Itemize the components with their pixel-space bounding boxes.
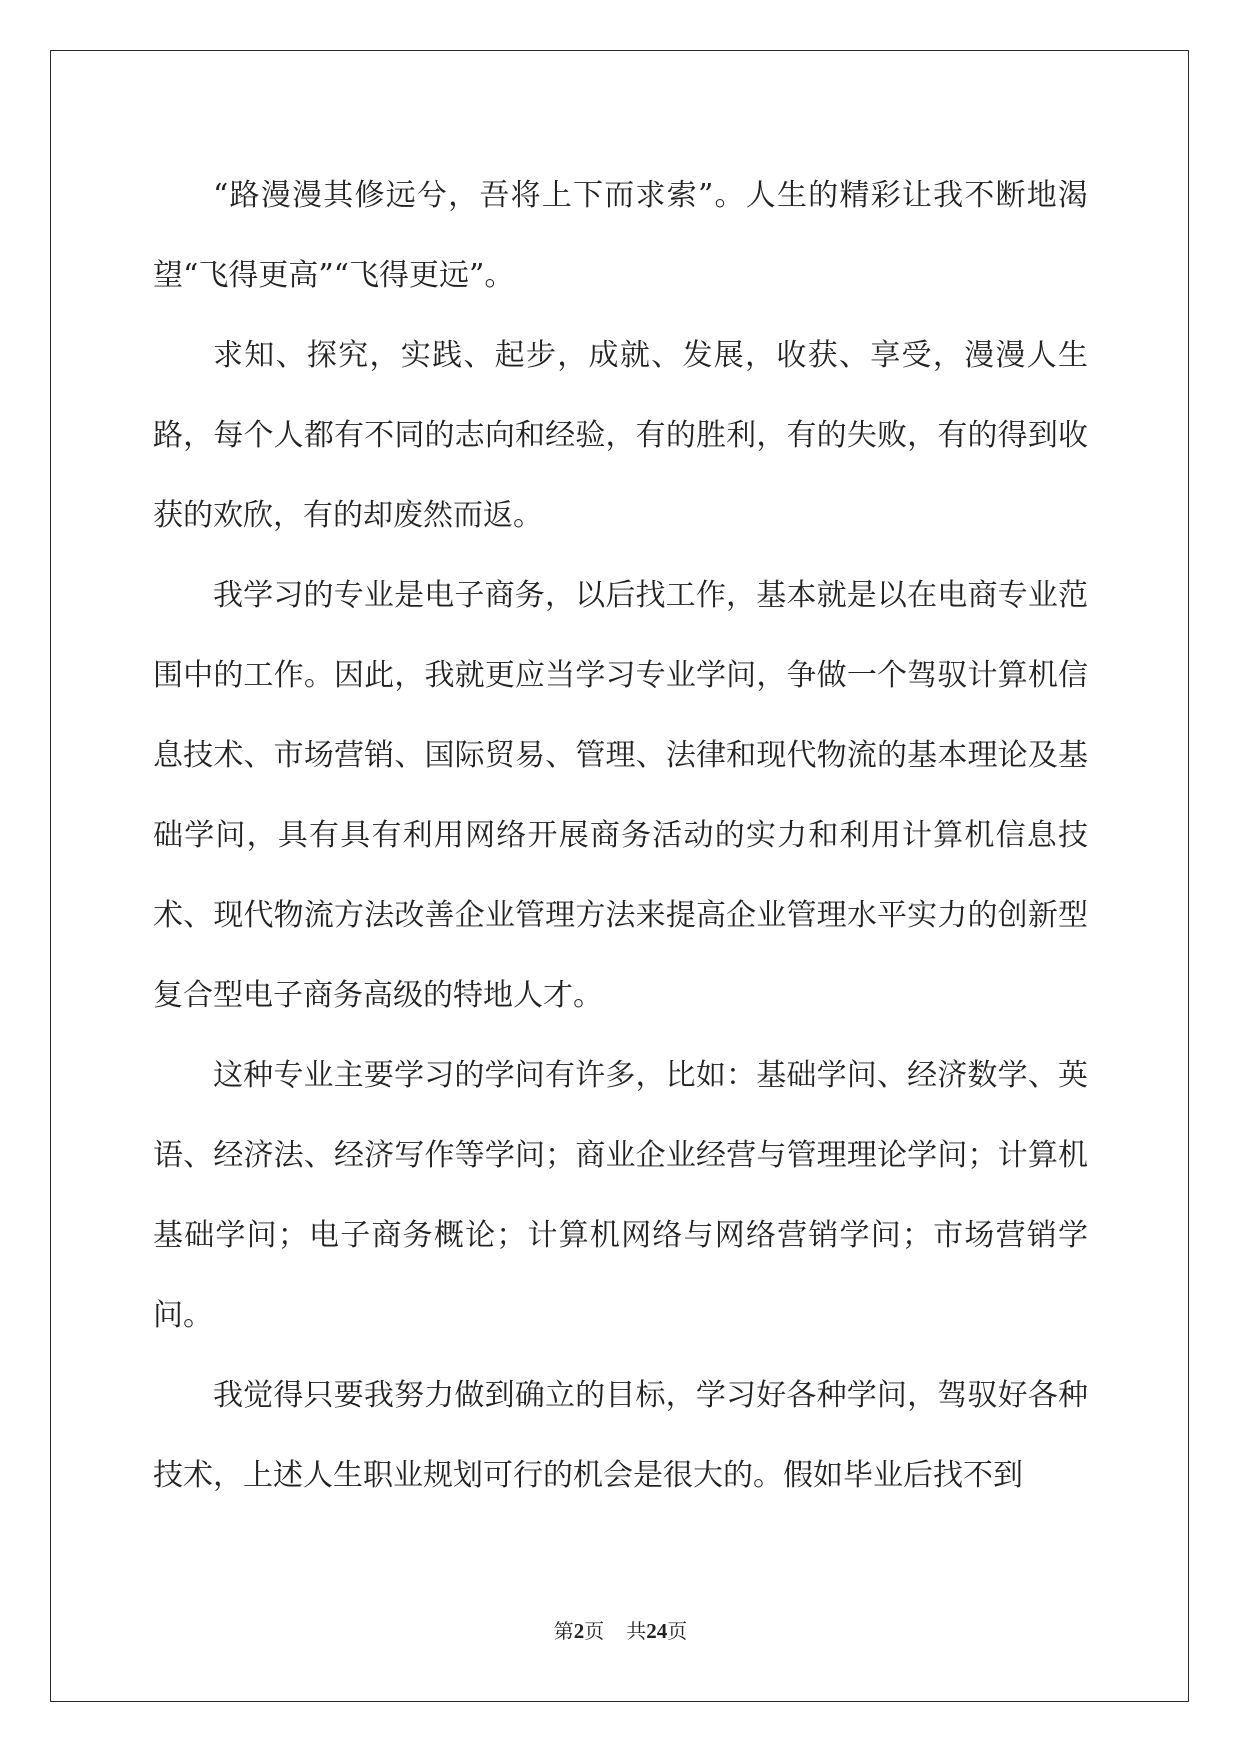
page-prefix: 第 — [553, 1621, 574, 1643]
paragraph: 我觉得只要我努力做到确立的目标，学习好各种学问，驾驭好各种技术，上述人生职业规划可行的机会是很大的。假如毕业后找不到 — [153, 1378, 1088, 1493]
document-body — [153, 156, 1088, 1516]
paragraph: 这种专业主要学习的学问有许多，比如：基础学问、经济数学、英语、经济法、经济写作等学问；商业企业经营与管理理论学问；计算机基础学问；电子商务概论；计算机网络与网络营销学问；市场营销学问。 — [153, 1058, 1088, 1333]
paragraph: 我学习的专业是电子商务，以后找工作，基本就是以在电商专业范围中的工作。因此，我就更应当学习专业学问，争做一个驾驭计算机信息技术、市场营销、国际贸易、管理、法律和现代物流的基本理论及基础学问，具有具有利用网络开展商务活动的实力和利用计算机信息技术、现代物流方法改善企业管理方法来提高企业管理水平实力的创新型复合型电子商务高级的特地人才。 — [153, 578, 1088, 1013]
paragraph: 求知、探究，实践、起步，成就、发展，收获、享受，漫漫人生路，每个人都有不同的志向和经验，有的胜利，有的失败，有的得到收获的欢欣，有的却废然而返。 — [153, 338, 1088, 533]
paragraph: “路漫漫其修远兮，吾将上下而求索”。人生的精彩让我不断地渴望“飞得更高”“飞得更远”。 — [153, 178, 1088, 293]
page-suffix: 页 — [584, 1621, 605, 1643]
total-pages: 24 — [646, 1619, 668, 1643]
total-prefix: 共 — [626, 1621, 647, 1643]
page-number: 2 — [573, 1619, 585, 1643]
total-suffix: 页 — [667, 1621, 688, 1643]
page-footer — [0, 1619, 1241, 1644]
